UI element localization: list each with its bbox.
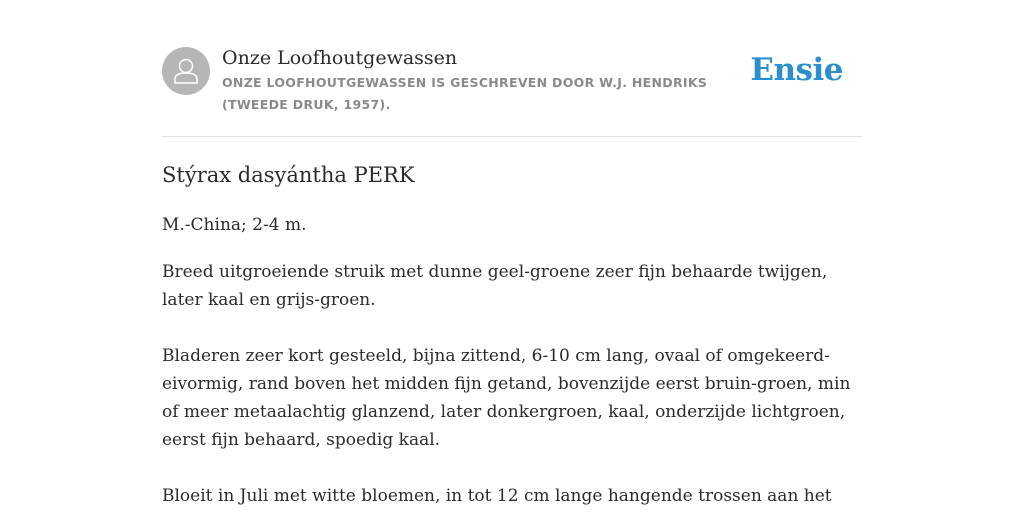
avatar [162, 47, 210, 95]
source-description: ONZE LOOFHOUTGEWASSEN IS GESCHREVEN DOOR W.J. HENDRIKS (TWEEDE DRUK, 1957). [222, 75, 708, 112]
entry-paragraph: Breed uitgroeiende struik met dunne geel-groene zeer fijn behaarde twijgen, later kaal en grijs-groen. [162, 262, 828, 310]
source-title[interactable]: Onze Loofhoutgewassen [222, 47, 458, 69]
entry-content [162, 159, 862, 510]
entry-region: M.-China; 2-4 m. [162, 215, 307, 235]
source-header [162, 46, 862, 137]
ensie-logo-link[interactable]: Ensie [750, 52, 843, 88]
entry-paragraph: Bloeit in Juli met witte bloemen, in tot 12 cm lange hangende trossen aan het [162, 486, 832, 506]
user-icon [162, 47, 210, 95]
entry-title: Stýrax dasyántha PERK [162, 163, 415, 187]
entry-paragraph: Bladeren zeer kort gesteeld, bijna zittend, 6-10 cm lang, ovaal of omgekeerd-eivormig, rand boven het midden fijn getand, bovenzijde eerst bruin-groen, min of meer metaalachtig glanzend, later donkergroen, kaal, onderzijde lichtgroen, eerst fijn behaard, spoedig kaal. [162, 346, 851, 450]
